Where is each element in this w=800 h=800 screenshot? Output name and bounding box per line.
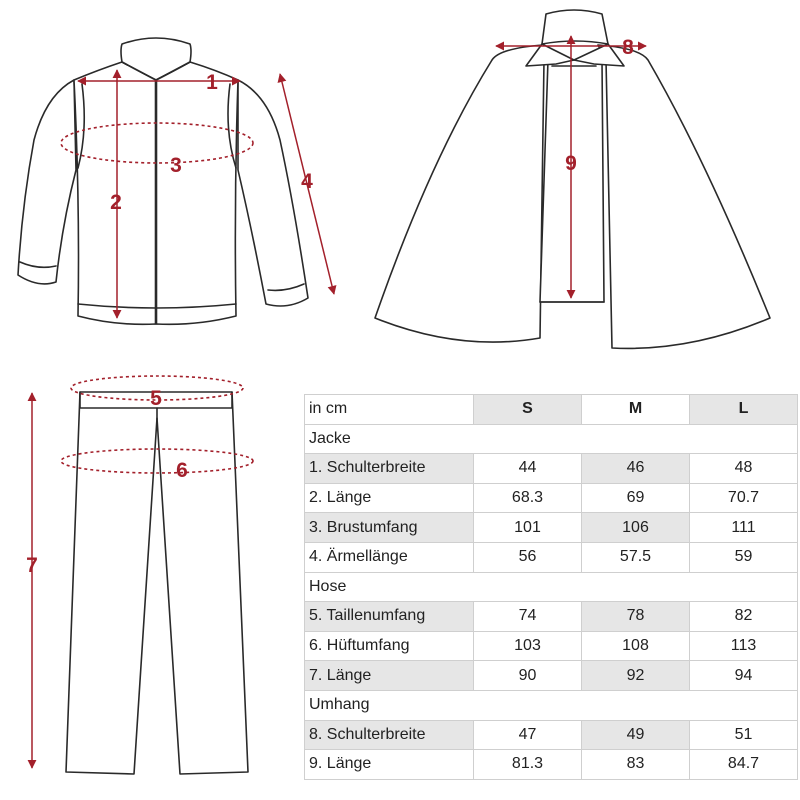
row-label: 8. Schulterbreite [305, 720, 474, 750]
measure-8-label: 8 [622, 36, 634, 59]
cape-drawing [375, 10, 770, 348]
value-m: 46 [582, 454, 690, 484]
row-label: 1. Schulterbreite [305, 454, 474, 484]
value-m: 108 [582, 631, 690, 661]
value-l: 59 [690, 542, 798, 572]
value-m: 69 [582, 483, 690, 513]
section-title: Jacke [305, 424, 798, 454]
measure-2-label: 2 [110, 191, 122, 214]
measure-3-label: 3 [170, 154, 182, 177]
row-label: 7. Länge [305, 661, 474, 691]
table-row [305, 631, 798, 661]
measure-5-label: 5 [150, 387, 162, 410]
value-s: 101 [474, 513, 582, 543]
measure-7-label: 7 [26, 554, 38, 577]
section-row-hose [305, 572, 798, 602]
value-l: 51 [690, 720, 798, 750]
size-header-s: S [474, 395, 582, 425]
section-title: Hose [305, 572, 798, 602]
value-m: 57.5 [582, 542, 690, 572]
unit-label: in cm [305, 395, 474, 425]
measure-4-label: 4 [301, 170, 313, 193]
section-row-umhang [305, 690, 798, 720]
value-m: 49 [582, 720, 690, 750]
size-header-l: L [690, 395, 798, 425]
size-table [304, 394, 798, 780]
table-row [305, 661, 798, 691]
table-row [305, 720, 798, 750]
table-row [305, 542, 798, 572]
value-s: 90 [474, 661, 582, 691]
row-label: 5. Taillenumfang [305, 602, 474, 632]
value-m: 78 [582, 602, 690, 632]
value-s: 68.3 [474, 483, 582, 513]
table-row [305, 454, 798, 484]
value-s: 47 [474, 720, 582, 750]
row-label: 6. Hüftumfang [305, 631, 474, 661]
value-s: 74 [474, 602, 582, 632]
measure-9-label: 9 [565, 152, 577, 175]
value-m: 92 [582, 661, 690, 691]
section-row-jacke [305, 424, 798, 454]
table-row [305, 513, 798, 543]
row-label: 2. Länge [305, 483, 474, 513]
value-l: 48 [690, 454, 798, 484]
measure-6-label: 6 [176, 459, 188, 482]
table-header-row [305, 395, 798, 425]
value-m: 83 [582, 750, 690, 780]
row-label: 4. Ärmellänge [305, 542, 474, 572]
value-l: 82 [690, 602, 798, 632]
section-title: Umhang [305, 690, 798, 720]
value-l: 113 [690, 631, 798, 661]
value-s: 56 [474, 542, 582, 572]
value-s: 103 [474, 631, 582, 661]
measure-1-label: 1 [206, 71, 218, 94]
row-label: 9. Länge [305, 750, 474, 780]
table-row [305, 750, 798, 780]
value-s: 81.3 [474, 750, 582, 780]
table-row [305, 602, 798, 632]
value-l: 84.7 [690, 750, 798, 780]
value-l: 111 [690, 513, 798, 543]
value-l: 94 [690, 661, 798, 691]
size-header-m: M [582, 395, 690, 425]
table-row [305, 483, 798, 513]
value-l: 70.7 [690, 483, 798, 513]
value-m: 106 [582, 513, 690, 543]
value-s: 44 [474, 454, 582, 484]
row-label: 3. Brustumfang [305, 513, 474, 543]
